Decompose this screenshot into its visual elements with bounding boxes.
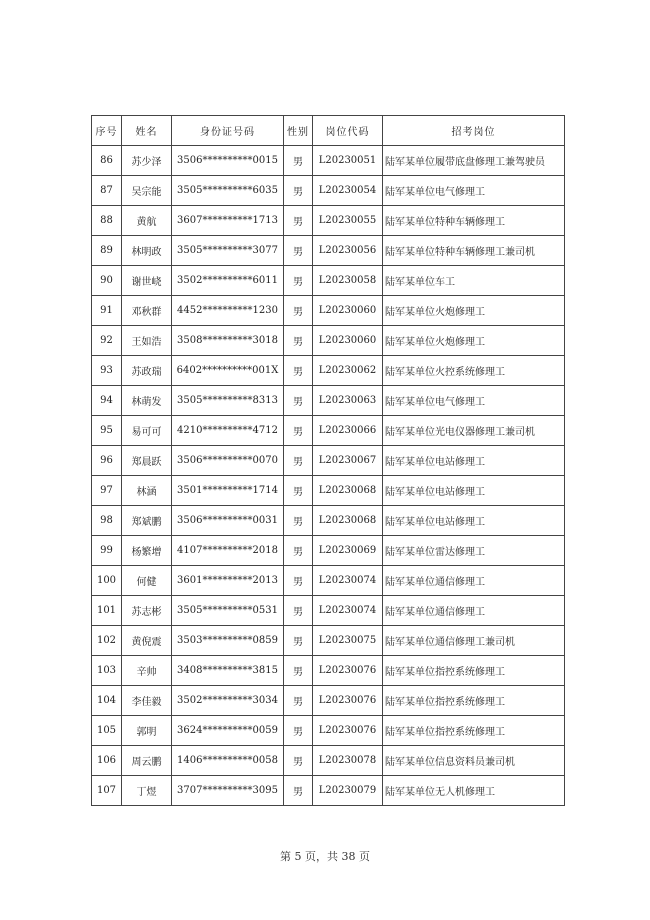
cell-id-number: 3505**********0531: [172, 596, 284, 626]
cell-serial: 104: [92, 686, 122, 716]
cell-position: 陆军某单位通信修理工: [383, 566, 565, 596]
table-row: [92, 416, 565, 446]
cell-id-number: 3502**********6011: [172, 266, 284, 296]
cell-gender: 男: [284, 326, 313, 356]
cell-id-number: 3508**********3018: [172, 326, 284, 356]
cell-position: 陆军某单位车工: [383, 266, 565, 296]
cell-gender: 男: [284, 206, 313, 236]
cell-id-number: 3505**********8313: [172, 386, 284, 416]
cell-position: 陆军某单位通信修理工兼司机: [383, 626, 565, 656]
candidate-table: [91, 115, 565, 806]
cell-gender: 男: [284, 446, 313, 476]
cell-gender: 男: [284, 776, 313, 806]
cell-position: 陆军某单位指控系统修理工: [383, 656, 565, 686]
table-row: [92, 146, 565, 176]
cell-id-number: 3501**********1714: [172, 476, 284, 506]
cell-name: 邓秋群: [122, 296, 172, 326]
table-row: [92, 446, 565, 476]
cell-name: 郑晨跃: [122, 446, 172, 476]
cell-id-number: 3408**********3815: [172, 656, 284, 686]
cell-gender: 男: [284, 266, 313, 296]
cell-post-code: L20230060: [313, 296, 383, 326]
cell-id-number: 3607**********1713: [172, 206, 284, 236]
cell-gender: 男: [284, 686, 313, 716]
cell-gender: 男: [284, 506, 313, 536]
cell-gender: 男: [284, 566, 313, 596]
cell-position: 陆军某单位电站修理工: [383, 506, 565, 536]
cell-serial: 101: [92, 596, 122, 626]
cell-name: 吴宗能: [122, 176, 172, 206]
cell-serial: 94: [92, 386, 122, 416]
cell-name: 何健: [122, 566, 172, 596]
cell-id-number: 3506**********0070: [172, 446, 284, 476]
table-row: [92, 776, 565, 806]
cell-position: 陆军某单位雷达修理工: [383, 536, 565, 566]
header-id-number: 身份证号码: [172, 116, 284, 146]
header-name: 姓名: [122, 116, 172, 146]
page-number-footer: 第 5 页，共 38 页: [280, 850, 370, 863]
header-serial: 序号: [92, 116, 122, 146]
cell-gender: 男: [284, 746, 313, 776]
table-row: [92, 236, 565, 266]
cell-name: 谢世峣: [122, 266, 172, 296]
cell-name: 杨繁增: [122, 536, 172, 566]
cell-name: 苏志彬: [122, 596, 172, 626]
cell-serial: 97: [92, 476, 122, 506]
cell-serial: 89: [92, 236, 122, 266]
cell-post-code: L20230060: [313, 326, 383, 356]
cell-id-number: 3707**********3095: [172, 776, 284, 806]
cell-serial: 86: [92, 146, 122, 176]
cell-post-code: L20230076: [313, 716, 383, 746]
cell-id-number: 6402**********001X: [172, 356, 284, 386]
cell-id-number: 4452**********1230: [172, 296, 284, 326]
cell-post-code: L20230056: [313, 236, 383, 266]
cell-position: 陆军某单位通信修理工: [383, 596, 565, 626]
cell-post-code: L20230079: [313, 776, 383, 806]
table-row: [92, 536, 565, 566]
cell-serial: 103: [92, 656, 122, 686]
cell-post-code: L20230067: [313, 446, 383, 476]
cell-serial: 105: [92, 716, 122, 746]
cell-position: 陆军某单位指控系统修理工: [383, 686, 565, 716]
cell-serial: 100: [92, 566, 122, 596]
cell-position: 陆军某单位电站修理工: [383, 446, 565, 476]
cell-serial: 96: [92, 446, 122, 476]
table-row: [92, 686, 565, 716]
cell-gender: 男: [284, 536, 313, 566]
cell-post-code: L20230063: [313, 386, 383, 416]
cell-name: 林萌发: [122, 386, 172, 416]
cell-serial: 106: [92, 746, 122, 776]
header-gender: 性别: [284, 116, 313, 146]
cell-serial: 88: [92, 206, 122, 236]
cell-id-number: 3502**********3034: [172, 686, 284, 716]
cell-post-code: L20230074: [313, 566, 383, 596]
cell-name: 郑斌鹏: [122, 506, 172, 536]
table-header-row: [92, 116, 565, 146]
header-post-code: 岗位代码: [313, 116, 383, 146]
cell-position: 陆军某单位火控系统修理工: [383, 356, 565, 386]
cell-post-code: L20230078: [313, 746, 383, 776]
cell-post-code: L20230075: [313, 626, 383, 656]
cell-serial: 90: [92, 266, 122, 296]
table-row: [92, 296, 565, 326]
cell-name: 苏少泽: [122, 146, 172, 176]
cell-name: 林明政: [122, 236, 172, 266]
cell-position: 陆军某单位指控系统修理工: [383, 716, 565, 746]
cell-serial: 93: [92, 356, 122, 386]
cell-name: 周云鹏: [122, 746, 172, 776]
table-row: [92, 356, 565, 386]
cell-id-number: 3505**********3077: [172, 236, 284, 266]
cell-gender: 男: [284, 236, 313, 266]
cell-position: 陆军某单位电气修理工: [383, 176, 565, 206]
cell-gender: 男: [284, 596, 313, 626]
cell-serial: 95: [92, 416, 122, 446]
cell-gender: 男: [284, 416, 313, 446]
cell-post-code: L20230076: [313, 656, 383, 686]
cell-name: 黄倪震: [122, 626, 172, 656]
cell-id-number: 3503**********0859: [172, 626, 284, 656]
cell-serial: 107: [92, 776, 122, 806]
table-row: [92, 386, 565, 416]
cell-gender: 男: [284, 386, 313, 416]
cell-serial: 91: [92, 296, 122, 326]
cell-post-code: L20230051: [313, 146, 383, 176]
cell-gender: 男: [284, 626, 313, 656]
cell-serial: 87: [92, 176, 122, 206]
cell-id-number: 3505**********6035: [172, 176, 284, 206]
cell-position: 陆军某单位电站修理工: [383, 476, 565, 506]
cell-id-number: 3601**********2013: [172, 566, 284, 596]
cell-name: 苏政瑞: [122, 356, 172, 386]
cell-name: 黄航: [122, 206, 172, 236]
cell-post-code: L20230062: [313, 356, 383, 386]
table-row: [92, 716, 565, 746]
table-row: [92, 746, 565, 776]
cell-name: 郭明: [122, 716, 172, 746]
cell-position: 陆军某单位履带底盘修理工兼驾驶员: [383, 146, 565, 176]
cell-position: 陆军某单位信息资料员兼司机: [383, 746, 565, 776]
table-row: [92, 476, 565, 506]
cell-name: 易可可: [122, 416, 172, 446]
cell-id-number: 4210**********4712: [172, 416, 284, 446]
cell-serial: 92: [92, 326, 122, 356]
cell-post-code: L20230068: [313, 476, 383, 506]
cell-post-code: L20230068: [313, 506, 383, 536]
cell-name: 辛帅: [122, 656, 172, 686]
cell-post-code: L20230055: [313, 206, 383, 236]
cell-position: 陆军某单位火炮修理工: [383, 296, 565, 326]
cell-post-code: L20230074: [313, 596, 383, 626]
cell-gender: 男: [284, 296, 313, 326]
cell-name: 王如浩: [122, 326, 172, 356]
cell-id-number: 1406**********0058: [172, 746, 284, 776]
cell-id-number: 4107**********2018: [172, 536, 284, 566]
table-row: [92, 506, 565, 536]
cell-id-number: 3624**********0059: [172, 716, 284, 746]
table-row: [92, 596, 565, 626]
table-row: [92, 566, 565, 596]
table-row: [92, 206, 565, 236]
cell-serial: 99: [92, 536, 122, 566]
cell-gender: 男: [284, 176, 313, 206]
cell-position: 陆军某单位电气修理工: [383, 386, 565, 416]
cell-name: 林涵: [122, 476, 172, 506]
cell-gender: 男: [284, 716, 313, 746]
cell-gender: 男: [284, 146, 313, 176]
cell-id-number: 3506**********0015: [172, 146, 284, 176]
cell-gender: 男: [284, 656, 313, 686]
table-row: [92, 326, 565, 356]
cell-serial: 98: [92, 506, 122, 536]
table-row: [92, 266, 565, 296]
cell-position: 陆军某单位无人机修理工: [383, 776, 565, 806]
cell-post-code: L20230058: [313, 266, 383, 296]
cell-position: 陆军某单位特种车辆修理工: [383, 206, 565, 236]
header-position: 招考岗位: [383, 116, 565, 146]
cell-position: 陆军某单位特种车辆修理工兼司机: [383, 236, 565, 266]
cell-serial: 102: [92, 626, 122, 656]
table-row: [92, 176, 565, 206]
cell-post-code: L20230069: [313, 536, 383, 566]
cell-post-code: L20230076: [313, 686, 383, 716]
table-row: [92, 656, 565, 686]
cell-post-code: L20230066: [313, 416, 383, 446]
cell-id-number: 3506**********0031: [172, 506, 284, 536]
table-row: [92, 626, 565, 656]
cell-post-code: L20230054: [313, 176, 383, 206]
cell-position: 陆军某单位火炮修理工: [383, 326, 565, 356]
cell-position: 陆军某单位光电仪器修理工兼司机: [383, 416, 565, 446]
cell-gender: 男: [284, 356, 313, 386]
cell-name: 丁煜: [122, 776, 172, 806]
cell-name: 李佳毅: [122, 686, 172, 716]
cell-gender: 男: [284, 476, 313, 506]
